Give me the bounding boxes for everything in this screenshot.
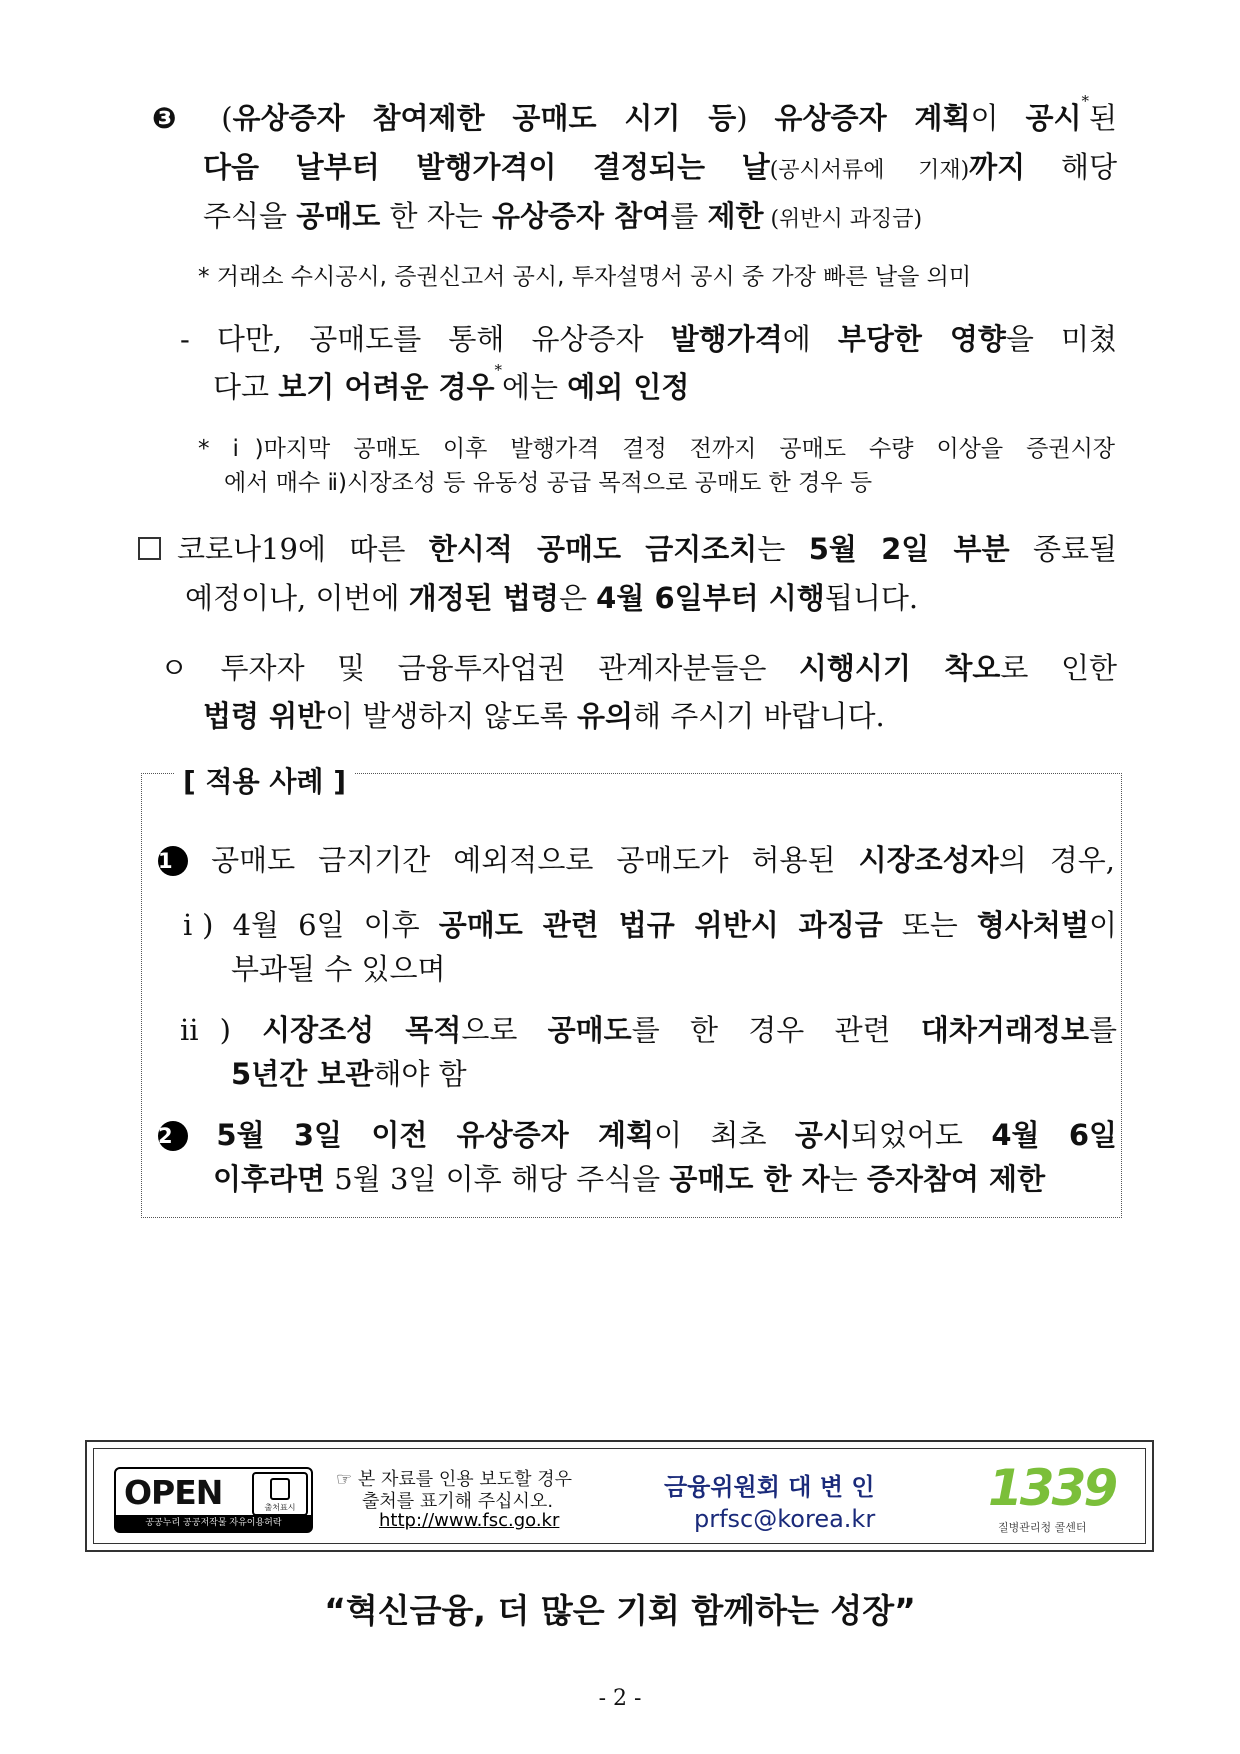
item3-line2: 다음 날부터 발행가격이 결정되는 날(공시서류에 기재)까지 해당: [203, 150, 1117, 184]
box-item-line1: 코로나19에 따른 한시적 공매도 금지조치는 5월 2일 부분 종료될: [138, 527, 1117, 568]
case2-line2: 이후라면 5월 3일 이후 해당 주식을 공매도 한 자는 증자참여 제한: [213, 1162, 1046, 1196]
item3-footnote: * 거래소 수시공시, 증권신고서 공시, 투자설명서 공시 중 가장 빠른 날을 의미: [198, 264, 972, 290]
case2-bullet: 2: [158, 1121, 188, 1151]
case1-line: 1 공매도 금지기간 예외적으로 공매도가 허용된 시장조성자의 경우,: [158, 843, 1116, 877]
item3-line3: 주식을 공매도 한 자는 유상증자 참여를 제한 (위반시 과징금): [203, 199, 923, 233]
logo-1339-caption: 질병관리청 콜센터: [998, 1521, 1087, 1534]
logo-1339-text: 1339: [988, 1459, 1116, 1517]
case1-ii-line1: ⅱ) 시장조성 목적으로 공매도를 한 경우 관련 대차거래정보를: [180, 1013, 1118, 1047]
footer-box: [85, 1440, 1154, 1552]
notice-line1: ☞ 본 자료를 인용 보도할 경우: [336, 1469, 573, 1490]
fsc-website-link[interactable]: http://www.fsc.go.kr: [379, 1510, 560, 1531]
item3-bullet: ❸: [152, 101, 195, 135]
item3-line1: ❸ (유상증자 참여제한 공매도 시기 등) 유상증자 계획이 공시*된: [152, 92, 1118, 135]
dash-line1: - 다만, 공매도를 통해 유상증자 발행가격에 부당한 영향을 미쳤: [180, 322, 1118, 356]
spokesperson-email: prfsc@korea.kr: [694, 1505, 876, 1533]
slogan: “혁신금융, 더 많은 기회 함께하는 성장”: [324, 1591, 916, 1630]
kdca-1339-logo: [984, 1459, 1124, 1535]
open-logo-text: OPEN: [124, 1473, 223, 1512]
box-item-line2: 예정이나, 이번에 개정된 법령은 4월 6일부터 시행됩니다.: [185, 581, 919, 615]
person-icon: [270, 1478, 290, 1500]
spokesperson-label: 금융위원회 대 변 인: [664, 1473, 875, 1501]
circle-item-line1: ㅇ 투자자 및 금융투자업권 관계자분들은 시행시기 착오로 인한: [160, 651, 1117, 685]
circle-item-line2: 법령 위반이 발생하지 않도록 유의해 주시기 바랍니다.: [203, 699, 885, 733]
dash-footnote-line1: * ⅰ)마지막 공매도 이후 발행가격 결정 전까지 공매도 수량 이상을 증권시장: [198, 436, 1115, 462]
dash-footnote-line2: 에서 매수 ⅱ)시장조성 등 유동성 공급 목적으로 공매도 한 경우 등: [224, 470, 873, 496]
case1-i-line1: ⅰ) 4월 6일 이후 공매도 관련 법규 위반시 과징금 또는 형사처벌이: [183, 908, 1117, 942]
footer-inner-border: [93, 1448, 1146, 1544]
checkbox-square-icon: [138, 537, 161, 560]
attribution-badge: 출처표시: [252, 1472, 308, 1516]
page-number: - 2 -: [598, 1686, 642, 1711]
case-box-title: [ 적용 사례 ]: [175, 760, 354, 800]
case1-i-line2: 부과될 수 있으며: [231, 952, 446, 986]
case2-line1: 2 5월 3일 이전 유상증자 계획이 최초 공시되었어도 4월 6일: [158, 1118, 1118, 1152]
open-license-logo: [114, 1467, 313, 1533]
dash-line2: 다고 보기 어려운 경우*에는 예외 인정: [213, 361, 690, 404]
open-license-caption: 공공누리 공공저작물 자유이용허락: [116, 1515, 311, 1531]
notice-line2: 출처를 표기해 주십시오.: [362, 1491, 554, 1512]
case1-ii-line2: 5년간 보관해야 함: [231, 1057, 467, 1091]
case1-bullet: 1: [158, 846, 188, 876]
